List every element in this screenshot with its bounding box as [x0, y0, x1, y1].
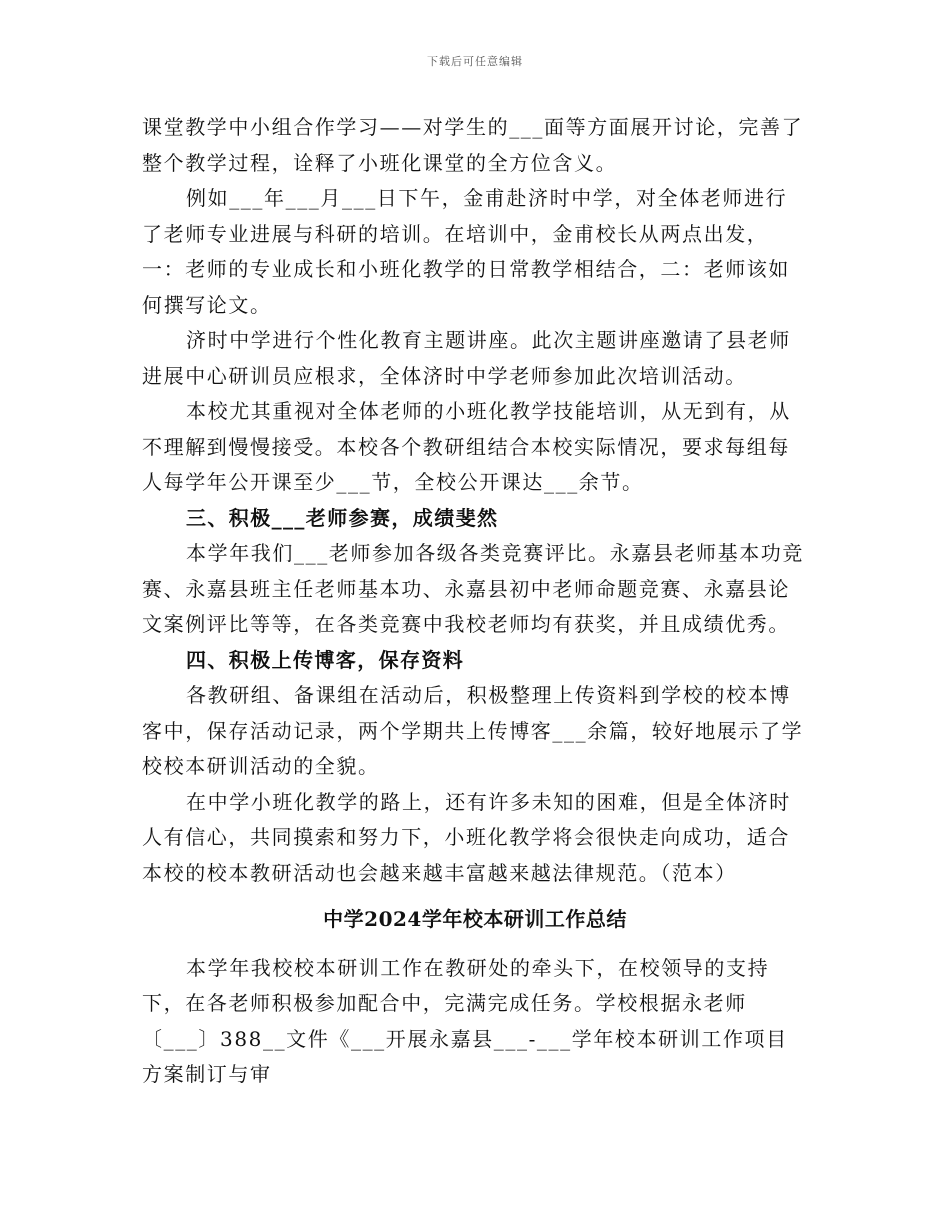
document-body	[142, 110, 808, 1093]
paragraph-continuation: 课堂教学中小组合作学习——对学生的___面等方面展开讨论，完善了整个教学过程，诠释了小班化课堂的全方位含义。	[142, 115, 804, 175]
paragraph-skills-training: 本校尤其重视对全体老师的小班化教学技能培训，从无到有，从不理解到慢慢接受。本校各个教研组结合本校实际情况，要求每组每人每学年公开课至少___节，全校公开课达___余节。	[142, 399, 791, 494]
paragraph-blog: 各教研组、备课组在活动后，积极整理上传资料到学校的校本博客中，保存活动记录，两个学期共上传博客___余篇，较好地展示了学校校本研训活动的全貌。	[142, 683, 804, 778]
paragraph-intro: 本学年我校校本研训工作在教研处的牵头下，在校领导的支持下，在各老师积极参加配合中，完满完成任务。学校根据永老师〔___〕388__文件《___开展永嘉县___-___学年校本研训工作项目方案制订与审	[142, 955, 788, 1086]
paragraph-lecture: 济时中学进行个性化教育主题讲座。此次主题讲座邀请了县老师进展中心研训员应根求，全体济时中学老师参加此次培训活动。	[142, 328, 791, 388]
paragraph-conclusion: 在中学小班化教学的路上，还有许多未知的困难，但是全体济时人有信心，共同摸索和努力下，小班化教学将会很快走向成功，适合本校的校本教研活动也会越来越丰富越来越法律规范。（范本）	[142, 789, 791, 885]
page-header: 下载后可任意编辑	[427, 55, 523, 68]
section-heading-4: 四、积极上传博客，保存资料	[186, 647, 465, 672]
document-title: 中学2024学年校本研训工作总结	[323, 907, 627, 931]
paragraph-training-example: 例如___年___月___日下午，金甫赴济时中学，对全体老师进行了老师专业进展与科研的培训。在培训中，金甫校长从两点出发，一：老师的专业成长和小班化教学的日常教学相结合，二：老师该如何撰写论文。	[142, 186, 790, 317]
section-heading-3: 三、积极___老师参赛，成绩斐然	[186, 505, 499, 530]
paragraph-competitions: 本学年我们___老师参加各级各类竞赛评比。永嘉县老师基本功竞赛、永嘉县班主任老师基本功、永嘉县初中老师命题竞赛、永嘉县论文案例评比等等，在各类竞赛中我校老师均有获奖，并且成绩优秀。	[142, 541, 804, 636]
